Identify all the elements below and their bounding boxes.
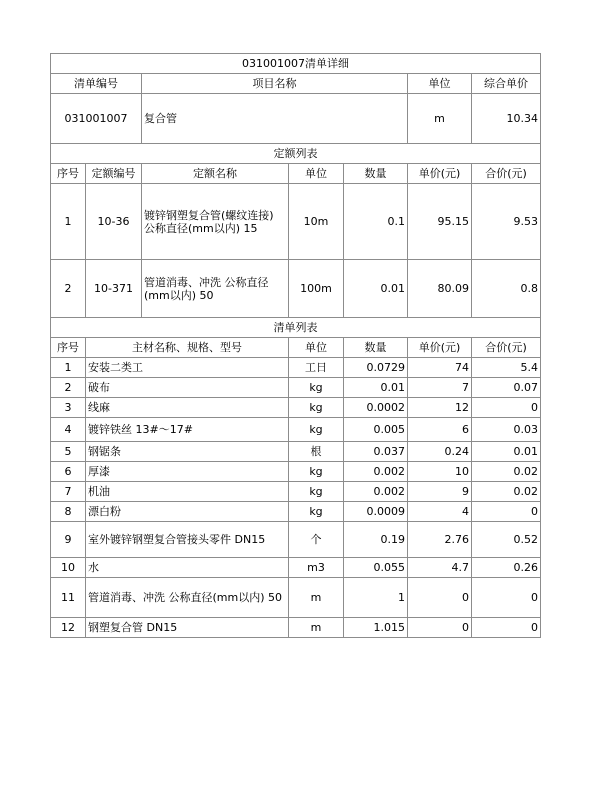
item-price: 10.34 [472, 94, 541, 144]
quota-name: 管道消毒、冲洗 公称直径(mm以内) 50 [142, 260, 289, 318]
material-name: 钢塑复合管 DN15 [86, 618, 289, 638]
quota-unit: 10m [289, 184, 344, 260]
quota-unit: 100m [289, 260, 344, 318]
material-qty: 0.01 [344, 378, 408, 398]
quota-header-row [51, 164, 541, 184]
material-unit-price: 9 [408, 482, 472, 502]
material-qty: 0.037 [344, 442, 408, 462]
bill-item-row [51, 94, 541, 144]
material-unit: 个 [289, 522, 344, 558]
material-row [51, 502, 541, 522]
material-name-header: 主材名称、规格、型号 [86, 338, 289, 358]
material-qty-header: 数量 [344, 338, 408, 358]
material-qty: 0.0002 [344, 398, 408, 418]
quota-total: 9.53 [472, 184, 541, 260]
material-seq: 11 [51, 578, 86, 618]
unit-header: 单位 [408, 74, 472, 94]
quota-row [51, 260, 541, 318]
material-unit-price: 0 [408, 618, 472, 638]
material-total: 0 [472, 618, 541, 638]
material-qty: 0.002 [344, 482, 408, 502]
quota-unit-header: 单位 [289, 164, 344, 184]
quota-total: 0.8 [472, 260, 541, 318]
item-name: 复合管 [142, 94, 408, 144]
material-qty: 0.005 [344, 418, 408, 442]
materials-section-title: 清单列表 [51, 318, 541, 338]
material-qty: 0.19 [344, 522, 408, 558]
quota-code: 10-36 [86, 184, 142, 260]
bill-code: 031001007 [51, 94, 142, 144]
material-unit-price: 2.76 [408, 522, 472, 558]
quota-code: 10-371 [86, 260, 142, 318]
material-seq: 5 [51, 442, 86, 462]
material-unit-price: 6 [408, 418, 472, 442]
material-row [51, 358, 541, 378]
quota-name: 镀锌钢塑复合管(螺纹连接) 公称直径(mm以内) 15 [142, 184, 289, 260]
material-qty: 0.002 [344, 462, 408, 482]
bill-code-header: 清单编号 [51, 74, 142, 94]
material-row [51, 442, 541, 462]
material-seq: 8 [51, 502, 86, 522]
material-seq: 4 [51, 418, 86, 442]
material-name: 水 [86, 558, 289, 578]
material-name: 破布 [86, 378, 289, 398]
material-total: 0.01 [472, 442, 541, 462]
quota-section-title: 定额列表 [51, 144, 541, 164]
material-unit: 根 [289, 442, 344, 462]
material-unit: kg [289, 482, 344, 502]
material-unit-price: 4.7 [408, 558, 472, 578]
composite-price-header: 综合单价 [472, 74, 541, 94]
material-unit: m [289, 578, 344, 618]
material-name: 钢锯条 [86, 442, 289, 462]
material-unit-price: 0.24 [408, 442, 472, 462]
material-qty: 0.0009 [344, 502, 408, 522]
material-qty: 1.015 [344, 618, 408, 638]
bill-detail-table [50, 53, 541, 638]
material-row [51, 378, 541, 398]
bill-header-row [51, 74, 541, 94]
material-seq: 10 [51, 558, 86, 578]
quota-seq: 1 [51, 184, 86, 260]
material-total: 0.52 [472, 522, 541, 558]
page-title: 031001007清单详细 [51, 54, 541, 74]
material-seq: 7 [51, 482, 86, 502]
material-row [51, 522, 541, 558]
material-unit-price: 4 [408, 502, 472, 522]
material-qty: 1 [344, 578, 408, 618]
material-name: 线麻 [86, 398, 289, 418]
material-seq: 9 [51, 522, 86, 558]
material-unit: m3 [289, 558, 344, 578]
material-unit-price: 0 [408, 578, 472, 618]
material-total: 0.03 [472, 418, 541, 442]
material-unit: kg [289, 378, 344, 398]
material-total: 0.26 [472, 558, 541, 578]
materials-header-row [51, 338, 541, 358]
material-total-header: 合价(元) [472, 338, 541, 358]
material-row [51, 462, 541, 482]
material-seq: 6 [51, 462, 86, 482]
material-seq: 2 [51, 378, 86, 398]
quota-code-header: 定额编号 [86, 164, 142, 184]
material-name: 漂白粉 [86, 502, 289, 522]
material-total: 0 [472, 578, 541, 618]
material-unit: 工日 [289, 358, 344, 378]
material-unit: kg [289, 398, 344, 418]
material-row [51, 558, 541, 578]
material-qty: 0.0729 [344, 358, 408, 378]
quota-seq: 2 [51, 260, 86, 318]
material-unit-price: 7 [408, 378, 472, 398]
material-name: 管道消毒、冲洗 公称直径(mm以内) 50 [86, 578, 289, 618]
quota-seq-header: 序号 [51, 164, 86, 184]
material-name: 机油 [86, 482, 289, 502]
material-unit: kg [289, 462, 344, 482]
material-row [51, 398, 541, 418]
material-name: 室外镀锌钢塑复合管接头零件 DN15 [86, 522, 289, 558]
quota-total-header: 合价(元) [472, 164, 541, 184]
material-seq-header: 序号 [51, 338, 86, 358]
material-total: 0.02 [472, 482, 541, 502]
quota-qty: 0.1 [344, 184, 408, 260]
material-unit-price-header: 单价(元) [408, 338, 472, 358]
quota-name-header: 定额名称 [142, 164, 289, 184]
material-unit-price: 74 [408, 358, 472, 378]
material-unit: kg [289, 502, 344, 522]
material-seq: 12 [51, 618, 86, 638]
material-row [51, 578, 541, 618]
material-unit-price: 10 [408, 462, 472, 482]
material-total: 0.07 [472, 378, 541, 398]
material-total: 5.4 [472, 358, 541, 378]
quota-unit-price: 80.09 [408, 260, 472, 318]
material-seq: 1 [51, 358, 86, 378]
material-name: 安装二类工 [86, 358, 289, 378]
material-name: 镀锌铁丝 13#～17# [86, 418, 289, 442]
quota-qty: 0.01 [344, 260, 408, 318]
material-unit: m [289, 618, 344, 638]
material-total: 0 [472, 502, 541, 522]
material-row [51, 482, 541, 502]
material-total: 0 [472, 398, 541, 418]
material-qty: 0.055 [344, 558, 408, 578]
quota-qty-header: 数量 [344, 164, 408, 184]
quota-unit-price-header: 单价(元) [408, 164, 472, 184]
quota-row [51, 184, 541, 260]
quota-unit-price: 95.15 [408, 184, 472, 260]
material-seq: 3 [51, 398, 86, 418]
material-unit-header: 单位 [289, 338, 344, 358]
material-row [51, 418, 541, 442]
material-name: 厚漆 [86, 462, 289, 482]
item-name-header: 项目名称 [142, 74, 408, 94]
material-unit: kg [289, 418, 344, 442]
material-unit-price: 12 [408, 398, 472, 418]
material-row [51, 618, 541, 638]
material-total: 0.02 [472, 462, 541, 482]
item-unit: m [408, 94, 472, 144]
